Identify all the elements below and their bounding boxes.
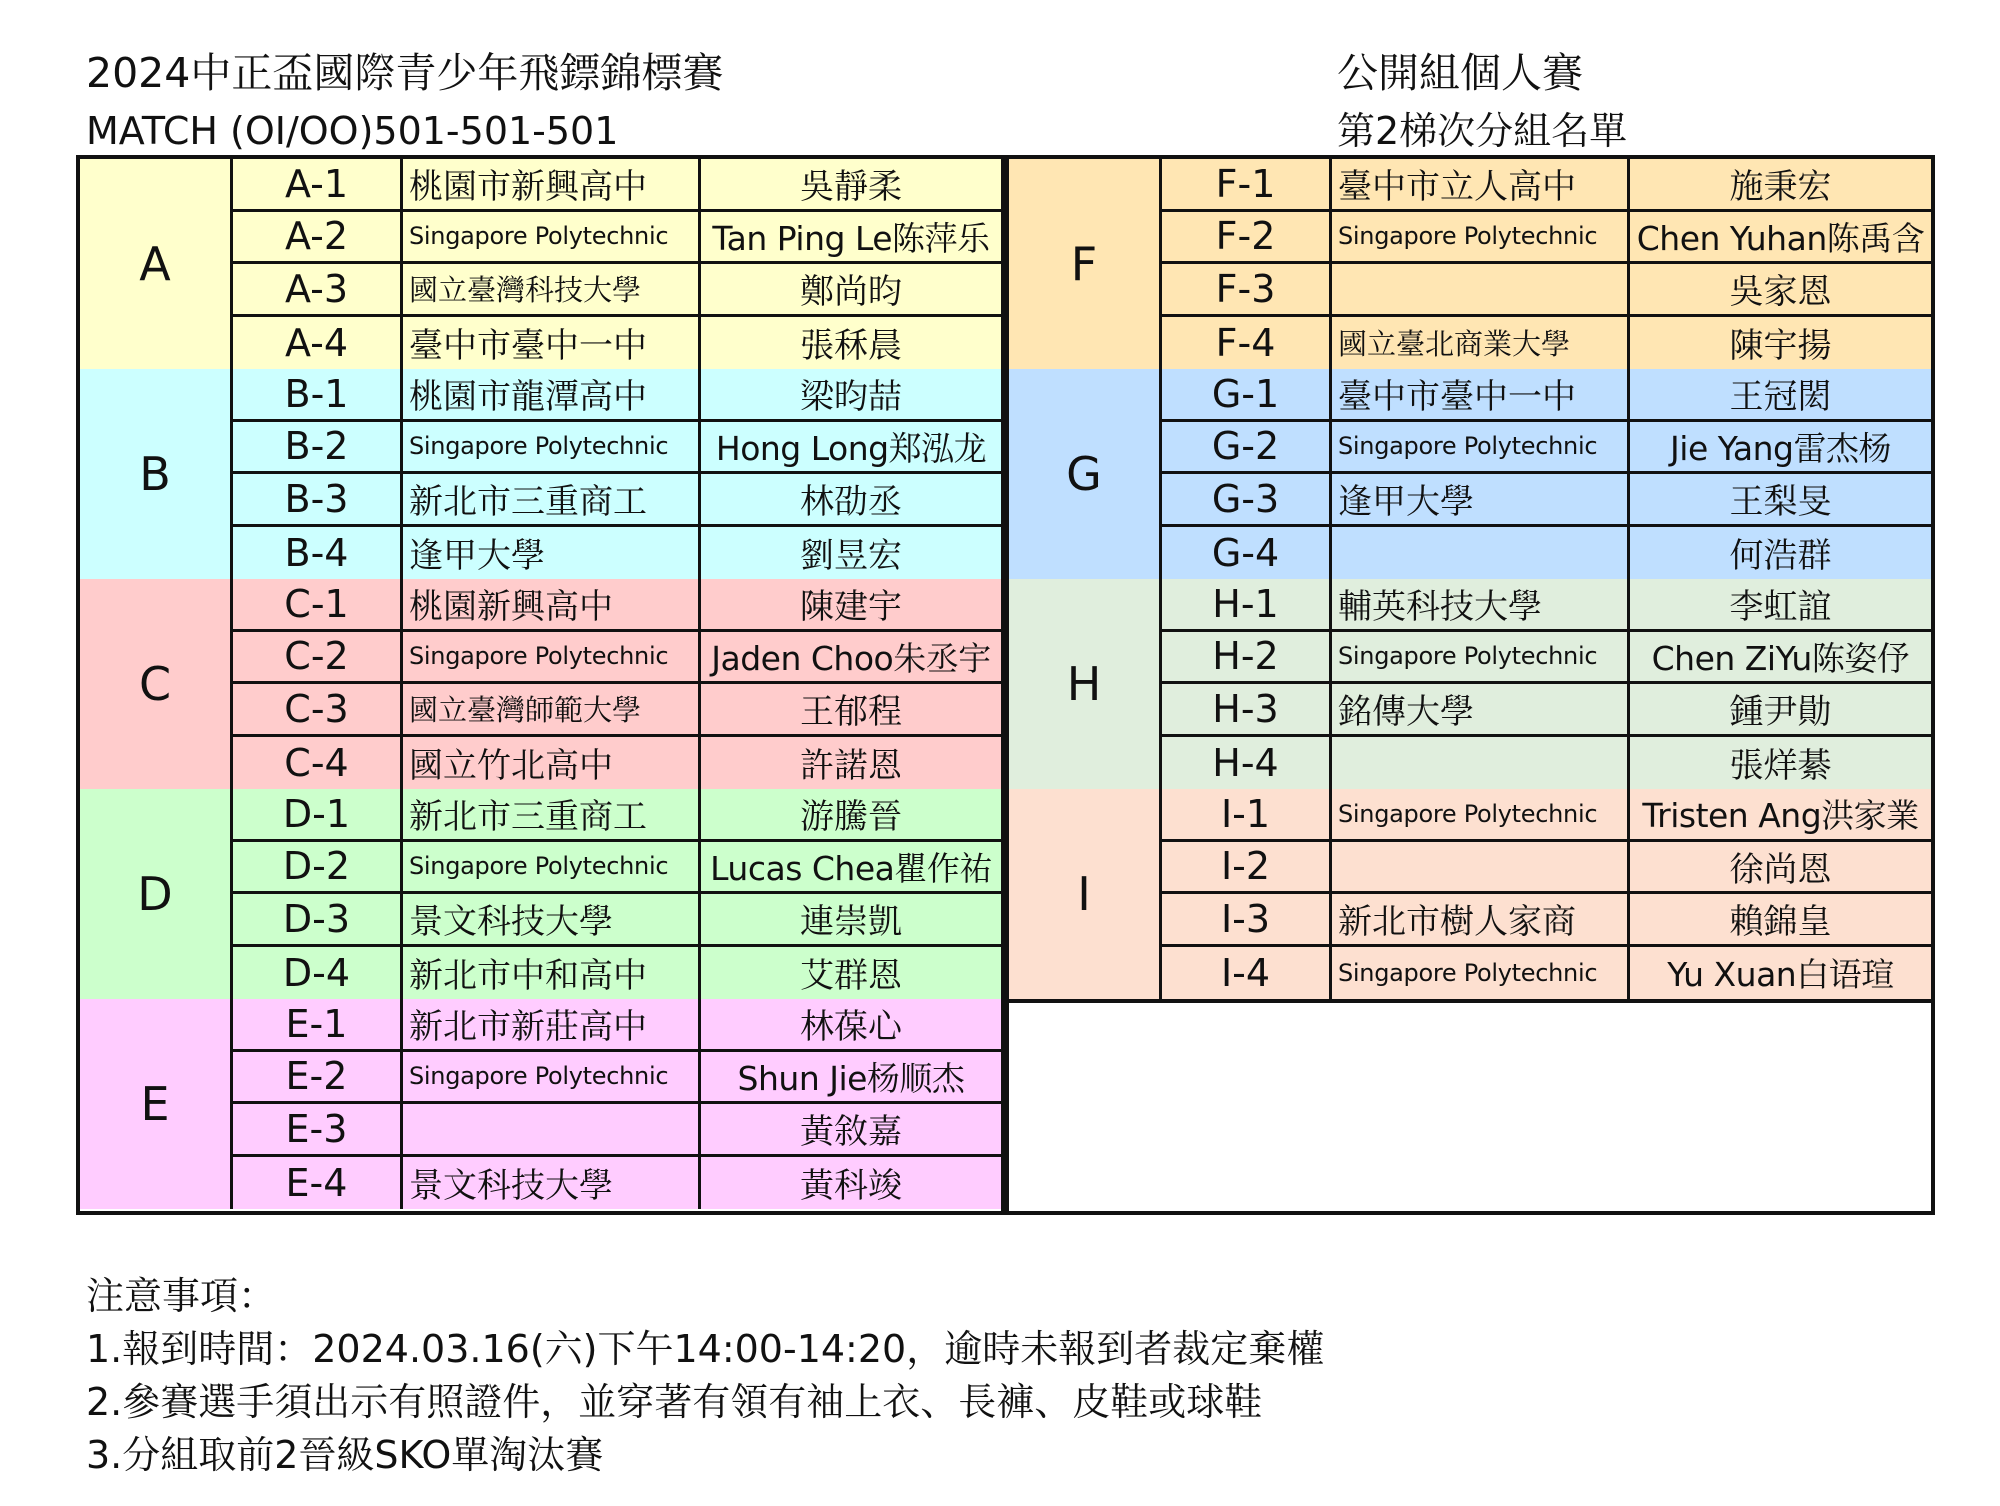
table-row [233, 894, 1001, 947]
player-slot-code: G-3 [1162, 474, 1332, 524]
note-item: 3.分組取前2晉級SKO單淘汰賽 [86, 1433, 604, 1477]
team-name: 桃園市龍潭高中 [403, 369, 701, 419]
player-name: 徐尚恩 [1729, 849, 1832, 890]
team-name: 臺中市臺中一中 [403, 317, 701, 370]
team-name: 景文科技大學 [403, 1157, 701, 1210]
group-label: D [80, 789, 233, 999]
group-divider [1009, 999, 1931, 1003]
team-name: 桃園市新興高中 [403, 159, 701, 209]
table-row [233, 999, 1001, 1052]
player-name: Jie Yang雷杰杨 [1670, 428, 1891, 468]
group-b [80, 369, 1001, 579]
team-name: 新北市三重商工 [403, 474, 701, 524]
note-item: 1.報到時間：2024.03.16(六)下午14:00-14:20，逾時未報到者裁定棄權 [86, 1327, 1325, 1371]
table-row [233, 1052, 1001, 1105]
group-label: E [80, 999, 233, 1209]
table-row [233, 474, 1001, 527]
player-name: 鍾尹勛 [1729, 692, 1832, 733]
group-label: C [80, 579, 233, 789]
player-name: 王冠閎 [1729, 377, 1832, 418]
table-row [1162, 789, 1931, 842]
team-name: Singapore Polytechnic [1332, 212, 1630, 262]
table-row [1162, 632, 1931, 685]
team-name [1332, 842, 1630, 892]
player-name: 陳建宇 [800, 587, 902, 628]
player-name: 許諾恩 [800, 746, 902, 787]
note-item: 2.參賽選手須出示有照證件，並穿著有領有袖上衣、長褲、皮鞋或球鞋 [86, 1380, 1263, 1424]
group-a [80, 159, 1001, 369]
player-name: Chen ZiYu陈姿伃 [1651, 638, 1910, 678]
group-h [1009, 579, 1931, 789]
table-row [233, 579, 1001, 632]
player-slot-code: E-1 [233, 999, 403, 1049]
table-row [1162, 684, 1931, 737]
player-slot-code: B-1 [233, 369, 403, 419]
table-row [1162, 317, 1931, 370]
player-slot-code: F-4 [1162, 317, 1332, 370]
player-slot-code: E-4 [233, 1157, 403, 1210]
team-name: 銘傳大學 [1332, 684, 1630, 734]
player-name: 張秝晨 [800, 326, 902, 367]
player-name: 王梨旻 [1729, 482, 1832, 523]
player-slot-code: D-2 [233, 842, 403, 892]
player-name: 吳家恩 [1729, 272, 1832, 313]
team-name: 輔英科技大學 [1332, 579, 1630, 629]
team-name: 逢甲大學 [403, 527, 701, 580]
player-name: 施秉宏 [1729, 167, 1832, 208]
team-name: Singapore Polytechnic [1332, 632, 1630, 682]
player-name: Shun Jie杨顺杰 [737, 1058, 965, 1098]
table-row [233, 737, 1001, 790]
player-slot-code: H-2 [1162, 632, 1332, 682]
player-slot-code: F-2 [1162, 212, 1332, 262]
table-row [233, 369, 1001, 422]
table-row [1162, 579, 1931, 632]
player-name: 張烊綦 [1729, 746, 1832, 787]
table-row [1162, 894, 1931, 947]
team-name: Singapore Polytechnic [1332, 947, 1630, 1000]
team-name: Singapore Polytechnic [1332, 422, 1630, 472]
player-name: 梁昀喆 [800, 377, 902, 418]
team-name: 新北市三重商工 [403, 789, 701, 839]
player-slot-code: B-4 [233, 527, 403, 580]
player-slot-code: H-4 [1162, 737, 1332, 790]
player-name: 吳靜柔 [800, 167, 902, 208]
player-name: Yu Xuan白语瑄 [1667, 955, 1894, 995]
player-name: Jaden Choo朱丞宇 [711, 638, 991, 678]
table-row [233, 1104, 1001, 1157]
player-name: Tristen Ang洪家業 [1642, 796, 1919, 836]
table-row [1162, 159, 1931, 212]
table-row [233, 159, 1001, 212]
player-slot-code: F-1 [1162, 159, 1332, 209]
team-name: Singapore Polytechnic [1332, 789, 1630, 839]
group-table-left [76, 155, 1005, 1215]
table-row [233, 842, 1001, 895]
player-name: 李虹誼 [1729, 587, 1832, 628]
player-slot-code: B-3 [233, 474, 403, 524]
match-format: MATCH (OI/OO)501-501-501 [86, 109, 619, 153]
team-name: 臺中市臺中一中 [1332, 369, 1630, 419]
player-slot-code: A-4 [233, 317, 403, 370]
group-g [1009, 369, 1931, 579]
player-slot-code: A-2 [233, 212, 403, 262]
player-slot-code: D-1 [233, 789, 403, 839]
team-name: 新北市樹人家商 [1332, 894, 1630, 944]
player-name: Lucas Chea瞿作祐 [710, 848, 992, 888]
player-name: 何浩群 [1729, 536, 1832, 577]
group-label: A [80, 159, 233, 369]
player-slot-code: C-1 [233, 579, 403, 629]
group-c [80, 579, 1001, 789]
player-slot-code: D-4 [233, 947, 403, 1000]
notes-heading: 注意事項： [86, 1274, 277, 1318]
group-label: B [80, 369, 233, 579]
player-slot-code: C-2 [233, 632, 403, 682]
team-name: 國立竹北高中 [403, 737, 701, 790]
group-e [80, 999, 1001, 1209]
player-name: 鄭尚昀 [800, 272, 902, 313]
table-row [233, 1157, 1001, 1210]
table-row [233, 684, 1001, 737]
player-slot-code: I-4 [1162, 947, 1332, 1000]
team-name: 國立臺灣師範大學 [403, 684, 701, 734]
player-slot-code: G-1 [1162, 369, 1332, 419]
player-name: 黃科竣 [800, 1166, 902, 1207]
player-slot-code: E-2 [233, 1052, 403, 1102]
player-name: 王郁程 [800, 692, 902, 733]
group-label: G [1009, 369, 1162, 579]
batch-title: 第2梯次分組名單 [1337, 109, 1628, 153]
player-slot-code: H-3 [1162, 684, 1332, 734]
team-name: 國立臺灣科技大學 [403, 264, 701, 314]
player-name: 林葆心 [800, 1007, 902, 1048]
player-name: 劉昱宏 [800, 536, 902, 577]
team-name: 國立臺北商業大學 [1332, 317, 1630, 370]
player-slot-code: A-1 [233, 159, 403, 209]
player-name: 連崇凱 [800, 902, 902, 943]
table-row [233, 527, 1001, 580]
player-slot-code: I-2 [1162, 842, 1332, 892]
table-row [233, 264, 1001, 317]
group-label: H [1009, 579, 1162, 789]
table-row [1162, 527, 1931, 580]
player-slot-code: I-3 [1162, 894, 1332, 944]
player-slot-code: C-4 [233, 737, 403, 790]
team-name [1332, 527, 1630, 580]
table-row [1162, 264, 1931, 317]
player-slot-code: H-1 [1162, 579, 1332, 629]
team-name [1332, 737, 1630, 790]
player-name: 賴錦皇 [1729, 902, 1832, 943]
team-name: 景文科技大學 [403, 894, 701, 944]
table-row [1162, 737, 1931, 790]
table-row [1162, 842, 1931, 895]
group-d [80, 789, 1001, 999]
group-i [1009, 789, 1931, 999]
team-name: 桃園新興高中 [403, 579, 701, 629]
group-label: I [1009, 789, 1162, 999]
team-name: Singapore Polytechnic [403, 212, 701, 262]
player-slot-code: E-3 [233, 1104, 403, 1154]
table-row [1162, 369, 1931, 422]
table-row [1162, 947, 1931, 1000]
player-name: 黃敘嘉 [800, 1112, 902, 1153]
player-name: 陳宇揚 [1729, 326, 1832, 367]
table-row [233, 212, 1001, 265]
table-row [1162, 474, 1931, 527]
player-name: 艾群恩 [800, 956, 902, 997]
notes-section [86, 1270, 1324, 1482]
table-row [1162, 212, 1931, 265]
tournament-title: 2024中正盃國際青少年飛鏢錦標賽 [86, 49, 724, 97]
team-name: Singapore Polytechnic [403, 632, 701, 682]
player-slot-code: I-1 [1162, 789, 1332, 839]
player-slot-code: C-3 [233, 684, 403, 734]
team-name [1332, 264, 1630, 314]
player-slot-code: A-3 [233, 264, 403, 314]
player-name: 林劭丞 [800, 482, 902, 523]
player-slot-code: D-3 [233, 894, 403, 944]
player-name: 游騰晉 [800, 797, 902, 838]
team-name: 臺中市立人高中 [1332, 159, 1630, 209]
table-row [233, 422, 1001, 475]
team-name: 新北市中和高中 [403, 947, 701, 1000]
group-label: F [1009, 159, 1162, 369]
team-name: Singapore Polytechnic [403, 422, 701, 472]
player-slot-code: B-2 [233, 422, 403, 472]
team-name [403, 1104, 701, 1154]
team-name: Singapore Polytechnic [403, 1052, 701, 1102]
player-name: Hong Long郑泓龙 [715, 428, 987, 468]
table-row [1162, 422, 1931, 475]
division-title: 公開組個人賽 [1337, 49, 1583, 97]
table-row [233, 789, 1001, 842]
group-table-right [1005, 155, 1935, 1215]
player-slot-code: G-2 [1162, 422, 1332, 472]
player-name: Tan Ping Le陈萍乐 [712, 218, 990, 258]
player-slot-code: G-4 [1162, 527, 1332, 580]
team-name: 新北市新莊高中 [403, 999, 701, 1049]
table-row [233, 947, 1001, 1000]
team-name: Singapore Polytechnic [403, 842, 701, 892]
team-name: 逢甲大學 [1332, 474, 1630, 524]
table-row [233, 632, 1001, 685]
player-slot-code: F-3 [1162, 264, 1332, 314]
player-name: Chen Yuhan陈禹含 [1636, 218, 1925, 258]
table-row [233, 317, 1001, 370]
group-f [1009, 159, 1931, 369]
